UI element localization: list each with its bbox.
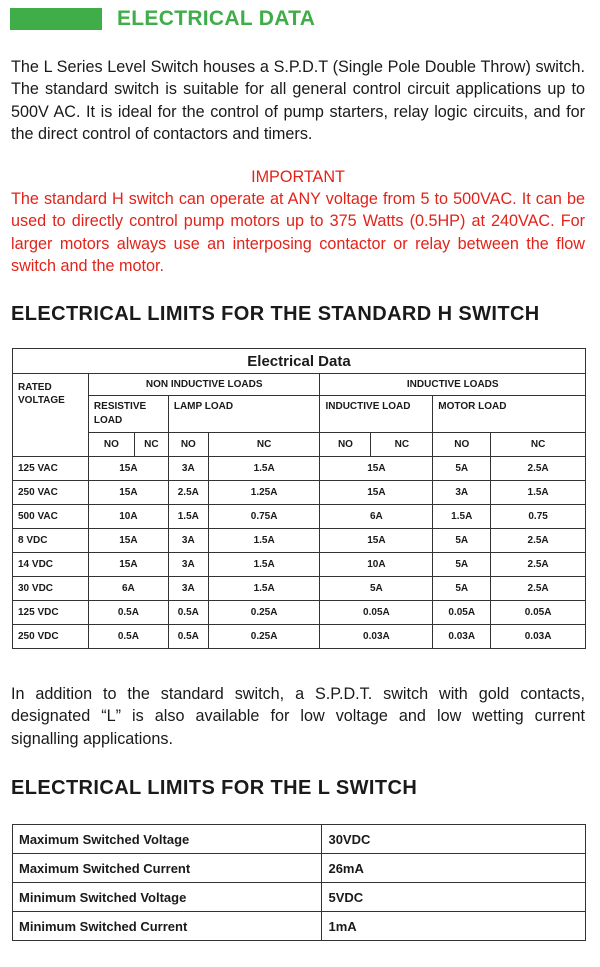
inductive-cell: 10A	[320, 553, 433, 577]
l-switch-section-title: ELECTRICAL LIMITS FOR THE L SWITCH	[11, 777, 418, 799]
lamp-no-cell: 2.5A	[168, 481, 208, 505]
table-row	[13, 625, 586, 649]
motor-nc-cell: 0.75	[491, 505, 586, 529]
rated-voltage-cell: 125 VAC	[13, 457, 89, 481]
limit-value: 5VDC	[322, 883, 586, 912]
table-row	[13, 457, 586, 481]
table-row	[13, 854, 586, 883]
motor-nc-cell: 2.5A	[491, 553, 586, 577]
resistive-cell: 15A	[88, 529, 168, 553]
rated-voltage-cell: 250 VAC	[13, 481, 89, 505]
inductive-cell: 0.05A	[320, 601, 433, 625]
resistive-cell: 15A	[88, 553, 168, 577]
table-row	[13, 577, 586, 601]
lamp-load-header: LAMP LOAD	[168, 396, 320, 433]
rated-voltage-cell: 8 VDC	[13, 529, 89, 553]
table-row	[13, 883, 586, 912]
inductive-cell: 15A	[320, 529, 433, 553]
motor-no-cell: 0.05A	[433, 601, 491, 625]
lamp-nc-cell: 0.75A	[208, 505, 320, 529]
motor-nc-cell: 2.5A	[491, 529, 586, 553]
resistive-cell: 10A	[88, 505, 168, 529]
rated-voltage-cell: 30 VDC	[13, 577, 89, 601]
lamp-no-cell: 3A	[168, 553, 208, 577]
rated-voltage-cell: 500 VAC	[13, 505, 89, 529]
rated-voltage-header: RATED VOLTAGE	[13, 374, 89, 457]
motor-load-header: MOTOR LOAD	[433, 396, 586, 433]
rated-voltage-cell: 125 VDC	[13, 601, 89, 625]
motor-no-cell: 5A	[433, 577, 491, 601]
motor-no-cell: 3A	[433, 481, 491, 505]
lamp-no-header: NO	[168, 433, 208, 457]
resistive-cell: 6A	[88, 577, 168, 601]
limit-label: Minimum Switched Current	[13, 912, 322, 941]
motor-nc-cell: 1.5A	[491, 481, 586, 505]
table-row	[13, 505, 586, 529]
table-caption: Electrical Data	[13, 349, 586, 374]
table-row	[13, 825, 586, 854]
important-body: The standard H switch can operate at ANY voltage from 5 to 500VAC. It can be used to directly control pump motors up to 375 Watts (0.5HP) at 240VAC. For larger motors always use an interposing contactor or relay between the flow switch and the motor.	[11, 190, 585, 275]
rated-voltage-cell: 14 VDC	[13, 553, 89, 577]
motor-no-header: NO	[433, 433, 491, 457]
inductive-cell: 15A	[320, 481, 433, 505]
non-inductive-header: NON INDUCTIVE LOADS	[88, 374, 320, 396]
motor-no-cell: 5A	[433, 553, 491, 577]
resistive-cell: 15A	[88, 457, 168, 481]
header-accent-bar	[10, 8, 102, 30]
motor-nc-cell: 2.5A	[491, 577, 586, 601]
resistive-nc-header: NC	[134, 433, 168, 457]
resistive-cell: 0.5A	[88, 625, 168, 649]
limit-label: Maximum Switched Current	[13, 854, 322, 883]
table-row	[13, 481, 586, 505]
lamp-nc-cell: 0.25A	[208, 625, 320, 649]
table-row	[13, 601, 586, 625]
inductive-cell: 0.03A	[320, 625, 433, 649]
resistive-cell: 15A	[88, 481, 168, 505]
limit-label: Minimum Switched Voltage	[13, 883, 322, 912]
resistive-no-header: NO	[88, 433, 134, 457]
motor-no-cell: 5A	[433, 529, 491, 553]
motor-nc-cell: 2.5A	[491, 457, 586, 481]
resistive-load-header: RESISTIVE LOAD	[88, 396, 168, 433]
h-switch-section-title: ELECTRICAL LIMITS FOR THE STANDARD H SWITCH	[11, 303, 540, 325]
inductive-cell: 15A	[320, 457, 433, 481]
limit-value: 1mA	[322, 912, 586, 941]
motor-no-cell: 0.03A	[433, 625, 491, 649]
lamp-nc-cell: 1.5A	[208, 457, 320, 481]
inductive-load-header: INDUCTIVE LOAD	[320, 396, 433, 433]
lamp-nc-cell: 1.5A	[208, 553, 320, 577]
rated-voltage-cell: 250 VDC	[13, 625, 89, 649]
lamp-no-cell: 0.5A	[168, 625, 208, 649]
page-title: ELECTRICAL DATA	[117, 7, 316, 30]
lamp-no-cell: 3A	[168, 529, 208, 553]
intro-paragraph: The L Series Level Switch houses a S.P.D.T (Single Pole Double Throw) switch. The standard switch is suitable for all general control circuit applications up to 500V AC. It is ideal for the control of pump starters, relay logic circuits, and for the direct control of contactors and timers.	[11, 58, 585, 143]
lamp-no-cell: 3A	[168, 457, 208, 481]
inductive-header: INDUCTIVE LOADS	[320, 374, 586, 396]
inductive-no-header: NO	[320, 433, 371, 457]
lamp-no-cell: 3A	[168, 577, 208, 601]
l-switch-limits-table	[12, 824, 586, 941]
gold-contacts-paragraph: In addition to the standard switch, a S.P.D.T. switch with gold contacts, designated “L” is also available for low voltage and low wetting current signalling applications.	[11, 685, 585, 748]
limit-label: Maximum Switched Voltage	[13, 825, 322, 854]
inductive-nc-header: NC	[371, 433, 433, 457]
lamp-no-cell: 1.5A	[168, 505, 208, 529]
table-row	[13, 553, 586, 577]
limit-value: 30VDC	[322, 825, 586, 854]
lamp-nc-cell: 0.25A	[208, 601, 320, 625]
lamp-nc-cell: 1.25A	[208, 481, 320, 505]
motor-no-cell: 5A	[433, 457, 491, 481]
motor-nc-cell: 0.05A	[491, 601, 586, 625]
lamp-no-cell: 0.5A	[168, 601, 208, 625]
lamp-nc-cell: 1.5A	[208, 529, 320, 553]
limit-value: 26mA	[322, 854, 586, 883]
lamp-nc-cell: 1.5A	[208, 577, 320, 601]
resistive-cell: 0.5A	[88, 601, 168, 625]
table-row	[13, 529, 586, 553]
inductive-cell: 6A	[320, 505, 433, 529]
h-switch-electrical-table	[12, 348, 586, 649]
page-header	[10, 6, 590, 32]
table-row	[13, 912, 586, 941]
important-title: IMPORTANT	[251, 168, 345, 186]
inductive-cell: 5A	[320, 577, 433, 601]
motor-nc-header: NC	[491, 433, 586, 457]
important-notice	[11, 166, 585, 277]
lamp-nc-header: NC	[208, 433, 320, 457]
motor-nc-cell: 0.03A	[491, 625, 586, 649]
motor-no-cell: 1.5A	[433, 505, 491, 529]
